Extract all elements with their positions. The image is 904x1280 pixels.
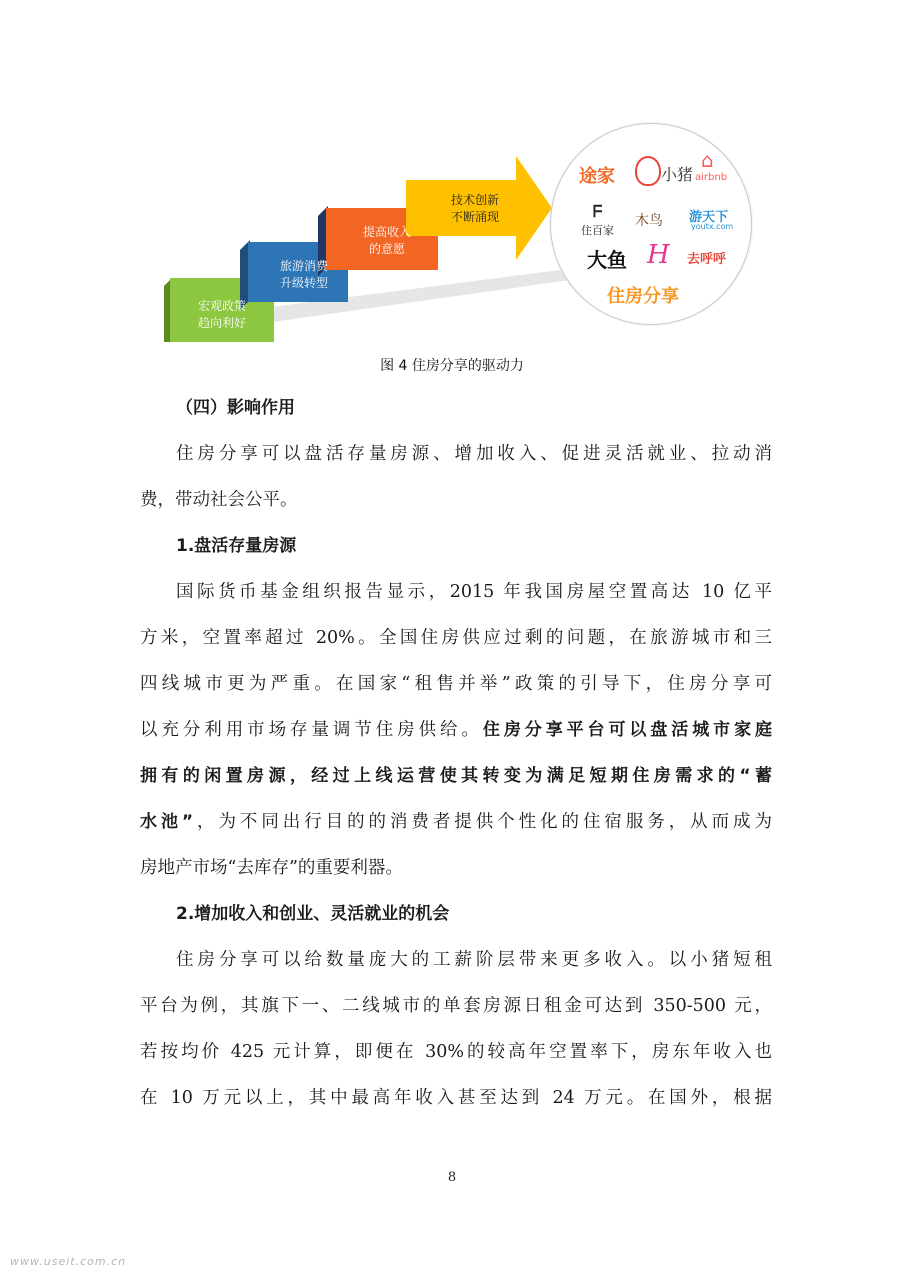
sub1-line-6 <box>140 799 772 845</box>
step3-label: 提高收入 的意愿 <box>362 225 411 256</box>
subheading-1: 1.盘活存量房源 <box>176 536 297 556</box>
dayu-logo: 大鱼 <box>587 248 627 272</box>
sub1-line-3: 四线城市更为严重。在国家“租售并举”政策的引导下，住房分享可 <box>140 674 772 694</box>
step1-label: 宏观政策 趋向利好 <box>197 299 246 330</box>
driving-forces-figure <box>140 120 780 350</box>
page-number: 8 <box>447 1170 457 1185</box>
intro-line-1: 住房分享可以盘活存量房源、增加收入、促进灵活就业、拉动消 <box>176 444 772 464</box>
zhubaijia-logo: 住百家 <box>581 224 614 237</box>
step2-label: 旅游消费 升级转型 <box>279 259 328 290</box>
sub1-line-7: 房地产市场“去库存”的重要利器。 <box>140 858 403 878</box>
sub1-line-5: 拥有的闲置房源，经过上线运营使其转变为满足短期住房需求的“蓄 <box>140 766 772 786</box>
step4-label: 技术创新 不断涌现 <box>450 193 499 224</box>
intro-line-2: 费，带动社会公平。 <box>140 490 298 510</box>
subheading-2: 2.增加收入和创业、灵活就业的机会 <box>176 904 450 924</box>
sub1-line-6-bold: 水池” <box>140 812 194 832</box>
sub2-line-1: 住房分享可以给数量庞大的工薪阶层带来更多收入。以小猪短租 <box>176 950 772 970</box>
muniao-logo: 木鸟 <box>635 213 663 229</box>
figure-caption: 图 4 住房分享的驱动力 <box>380 358 524 374</box>
xiaozhu-logo: 小猪 <box>661 165 694 184</box>
sub1-line-4-bold: 住房分享平台可以盘活城市家庭 <box>482 720 773 740</box>
zhubaijia-icon: ᖴ <box>593 202 603 221</box>
sub1-line-6-normal: ，为不同出行目的的消费者提供个性化的住宿服务，从而成为 <box>193 812 772 832</box>
youtx-logo: 游天下 <box>689 210 729 225</box>
airbnb-icon: ⌂ <box>701 148 714 172</box>
sub1-line-1: 国际货币基金组织报告显示，2015 年我国房屋空置高达 10 亿平 <box>176 582 772 602</box>
sub2-line-2: 平台为例，其旗下一、二线城市的单套房源日租金可达到 350-500 元， <box>140 996 772 1016</box>
youtx-url: youtx.com <box>691 222 734 231</box>
watermark: www.useit.com.cn <box>10 1255 127 1268</box>
sub1-line-4-normal: 以充分利用市场存量调节住房供给。 <box>140 720 483 740</box>
circle-title: 住房分享 <box>607 286 679 307</box>
section-heading: （四）影响作用 <box>176 398 295 418</box>
tujia-logo: 途家 <box>579 166 615 187</box>
quhuhu-logo: 去呼呼 <box>687 252 727 267</box>
h-logo: H <box>647 240 670 270</box>
sub1-line-2: 方米，空置率超过 20%。全国住房供应过剩的问题，在旅游城市和三 <box>140 628 772 648</box>
xiaozhu-pig-icon <box>635 156 661 186</box>
airbnb-logo: airbnb <box>695 172 728 183</box>
section-impact <box>140 385 772 1121</box>
sub1-line-4 <box>140 707 772 753</box>
sub2-line-3: 若按均价 425 元计算，即便在 30%的较高年空置率下，房东年收入也 <box>140 1042 772 1062</box>
sub2-line-4: 在 10 万元以上，其中最高年收入甚至达到 24 万元。在国外，根据 <box>140 1088 772 1108</box>
platform-logos-circle <box>550 123 752 325</box>
